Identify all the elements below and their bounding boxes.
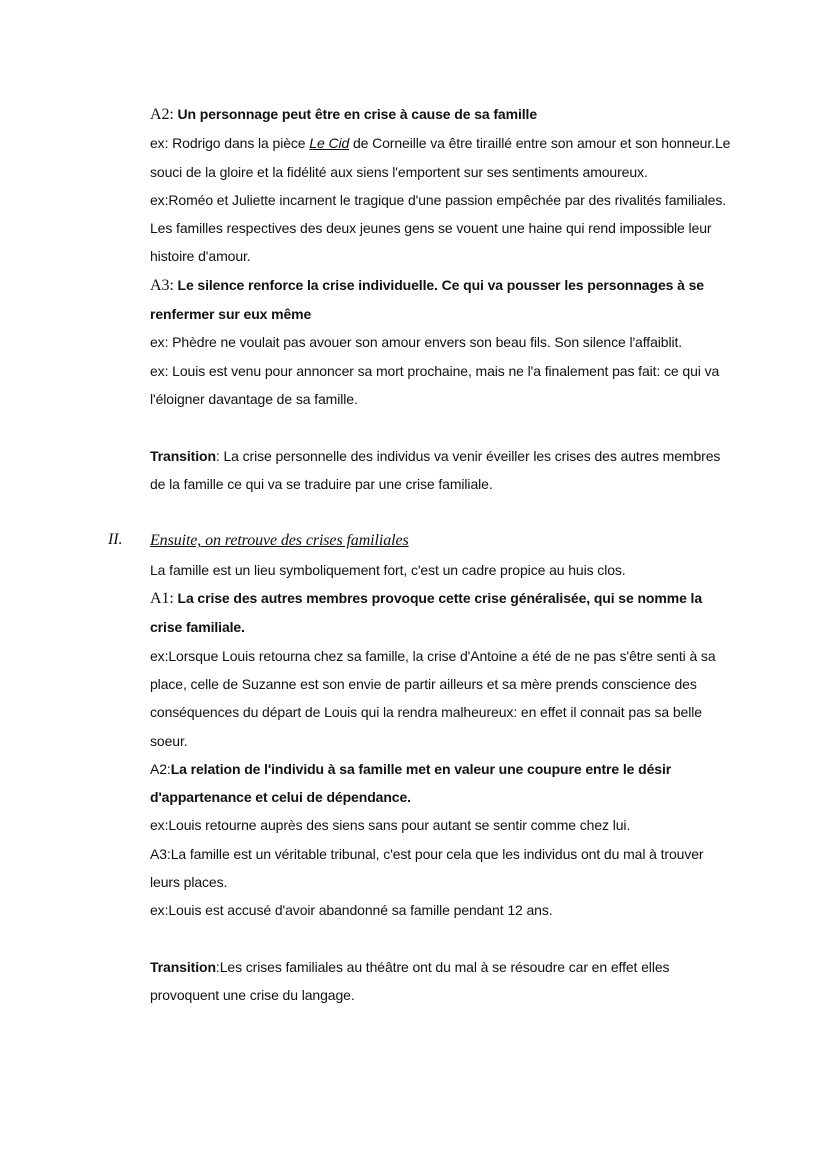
a3-heading-cont: renfermer sur eux même (150, 306, 312, 323)
s2-a2-label: A2: (150, 760, 171, 777)
a3-heading-text: Le silence renforce la crise individuelle. Ce qui va pousser les personnages à se (173, 276, 704, 293)
section-2-title: Ensuite, on retrouve des crises familiales (150, 532, 409, 550)
a2-example-1: ex: Rodrigo dans la pièce Le Cid de Corneille va être tiraillé entre son amour et son honneur.Le (150, 135, 731, 152)
s2-a3-example: ex:Louis est accusé d'avoir abandonné sa famille pendant 12 ans. (150, 902, 553, 919)
le-cid-title: Le Cid (309, 135, 350, 152)
transition-2: Transition:Les crises familiales au théâtre ont du mal à se résoudre car en effet elles (150, 958, 670, 975)
s2-a2-example: ex:Louis retourne auprès des siens sans pour autant se sentir comme chez lui. (150, 817, 631, 834)
s2-a3-heading-cont: leurs places. (150, 874, 228, 891)
transition-1-label: Transition (150, 447, 216, 464)
a2-example-2-cont: Les familles respectives des deux jeunes gens se vouent une haine qui rend impossible leur (150, 220, 712, 237)
a3-example-2-cont: l'éloigner davantage de sa famille. (150, 390, 358, 407)
a3-heading (150, 271, 730, 300)
a2-example-2: ex:Roméo et Juliette incarnent le tragique d'une passion empêchée par des rivalités familiales. (150, 191, 727, 208)
s2-a1-example-end: soeur. (150, 732, 188, 749)
section-2-intro: La famille est un lieu symboliquement fort, c'est un cadre propice au huis clos. (150, 561, 626, 578)
transition-2-label: Transition (150, 958, 216, 975)
a3-example-1: ex: Phèdre ne voulait pas avouer son amour envers son beau fils. Son silence l'affaiblit. (150, 334, 683, 351)
a2-example-1-cont: souci de la gloire et la fidélité aux siens l'emportent sur ses sentiments amoureux. (150, 163, 648, 180)
transition-1-cont: de la famille ce qui va se traduire par une crise familiale. (150, 475, 493, 492)
a2-example-2-end: histoire d'amour. (150, 248, 251, 265)
s2-a2-heading: A2:La relation de l'individu à sa famille met en valeur une coupure entre le désir (150, 760, 672, 777)
section-2-heading (108, 526, 730, 555)
s2-a1-example-cont: conséquences du départ de Louis qui la rendra malheureux: en effet il connait pas sa belle (150, 704, 702, 721)
a3-label: A3: (150, 276, 174, 294)
s2-a2-heading-cont: d'appartenance et celui de dépendance. (150, 789, 411, 806)
transition-1: Transition: La crise personnelle des individus va venir éveiller les crises des autres membres (150, 447, 721, 464)
s2-a3-heading: A3:La famille est un véritable tribunal, c'est pour cela que les individus ont du mal à trouver (150, 845, 704, 862)
s2-a1-heading: A1: La crise des autres membres provoque cette crise généralisée, qui se nomme la (150, 590, 703, 608)
s2-a1-example: ex:Lorsque Louis retourna chez sa famille, la crise d'Antoine a été de ne pas s'être senti à sa (150, 647, 716, 664)
s2-a1-label: A1: (150, 590, 174, 608)
document-body (108, 100, 731, 1010)
s2-a1-example-cont: place, celle de Suzanne est son envie de partir ailleurs et sa mère prends conscience des (150, 675, 697, 692)
a2-heading-text: Un personnage peut être en crise à cause de sa famille (173, 106, 538, 122)
a3-example-2: ex: Louis est venu pour annoncer sa mort prochaine, mais ne l'a finalement pas fait: ce qui va (150, 362, 720, 379)
section-2-numeral: II. (108, 531, 123, 549)
s2-a1-heading-cont: crise familiale. (150, 619, 245, 636)
a2-heading (150, 100, 730, 129)
a2-label: A2: (150, 106, 174, 123)
transition-2-cont: provoquent une crise du langage. (150, 987, 355, 1004)
